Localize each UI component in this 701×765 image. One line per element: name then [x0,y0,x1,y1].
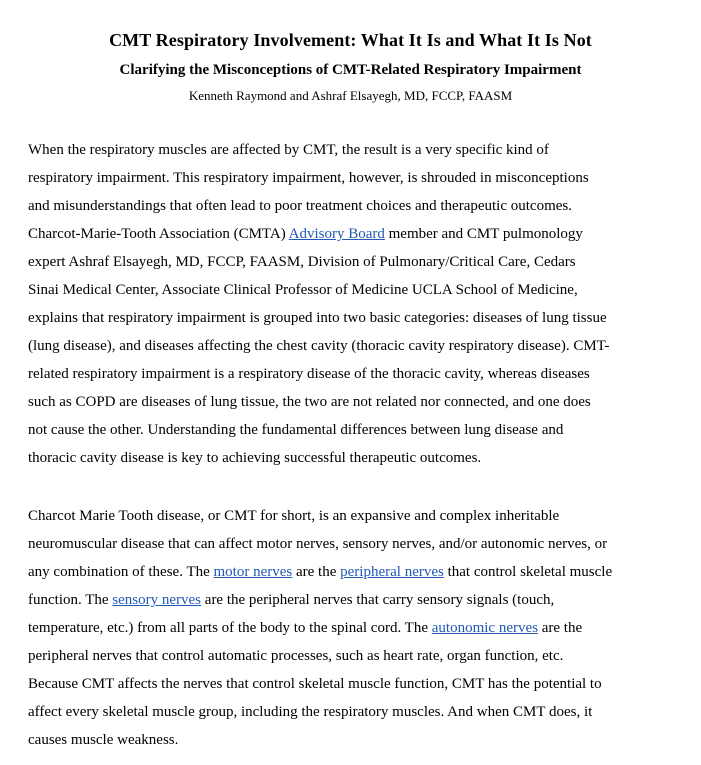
advisory-board-link[interactable]: Advisory Board [288,226,385,242]
paragraph-line: neuromuscular disease that can affect motor nerves, sensory nerves, and/or autonomic nerves, or [28,536,608,552]
paragraph-line: When the respiratory muscles are affected by CMT, the result is a very specific kind of [28,142,549,158]
paragraph-line: Sinai Medical Center, Associate Clinical Professor of Medicine UCLA School of Medicine, [28,282,578,298]
document-subtitle: Clarifying the Misconceptions of CMT-Related Respiratory Impairment [119,62,582,78]
paragraph-line: affect every skeletal muscle group, including the respiratory muscles. And when CMT does, it [28,704,593,720]
sensory-nerves-link[interactable]: sensory nerves [112,592,202,608]
paragraph-line [28,220,688,248]
paragraph-line: Because CMT affects the nerves that control skeletal muscle function, CMT has the potential to [28,676,602,692]
text-run: function. The [28,592,113,608]
paragraph-respiratory-impairment [28,136,688,472]
paragraph-line: not cause the other. Understanding the fundamental differences between lung disease and [28,422,564,438]
paragraph-line: such as COPD are diseases of lung tissue, the two are not related nor connected, and one does [28,394,591,410]
peripheral-nerves-link[interactable]: peripheral nerves [340,564,444,580]
text-run: are the [537,620,583,636]
paragraph-line: explains that respiratory impairment is grouped into two basic categories: diseases of lung tissue [28,310,607,326]
text-run: are the peripheral nerves that carry sensory signals (touch, [201,592,555,608]
paragraph-line: respiratory impairment. This respiratory impairment, however, is shrouded in misconceptions [28,170,589,186]
autonomic-nerves-link[interactable]: autonomic nerves [431,620,538,636]
text-run: that control skeletal muscle [443,564,613,580]
paragraph-line [28,614,688,642]
paragraph-line: related respiratory impairment is a respiratory disease of the thoracic cavity, whereas diseases [28,366,590,382]
paragraph-line: and misunderstandings that often lead to poor treatment choices and therapeutic outcomes. [28,198,572,214]
document-title: CMT Respiratory Involvement: What It Is and What It Is Not [109,30,592,50]
text-run: temperature, etc.) from all parts of the body to the spinal cord. The [28,620,432,636]
paragraph-cmt-overview [28,502,688,754]
paragraph-line: Charcot Marie Tooth disease, or CMT for short, is an expansive and complex inheritable [28,508,560,524]
text-run: member and CMT pulmonology [384,226,583,242]
text-run: any combination of these. The [28,564,214,580]
paragraph-line [28,586,688,614]
motor-nerves-link[interactable]: motor nerves [213,564,293,580]
document-authors: Kenneth Raymond and Ashraf Elsayegh, MD, FCCP, FAASM [188,88,513,103]
paragraph-line: (lung disease), and diseases affecting the chest cavity (thoracic cavity respiratory disease). CMT- [28,338,610,354]
paragraph-line: expert Ashraf Elsayegh, MD, FCCP, FAASM, Division of Pulmonary/Critical Care, Cedars [28,254,576,270]
paragraph-line: peripheral nerves that control automatic processes, such as heart rate, organ function, etc. [28,648,564,664]
paragraph-line: causes muscle weakness. [28,732,179,748]
text-run: Charcot-Marie-Tooth Association (CMTA) [28,226,289,242]
paragraph-line: thoracic cavity disease is key to achieving successful therapeutic outcomes. [28,450,482,466]
paragraph-line [28,558,688,586]
text-run: are the [292,564,341,580]
